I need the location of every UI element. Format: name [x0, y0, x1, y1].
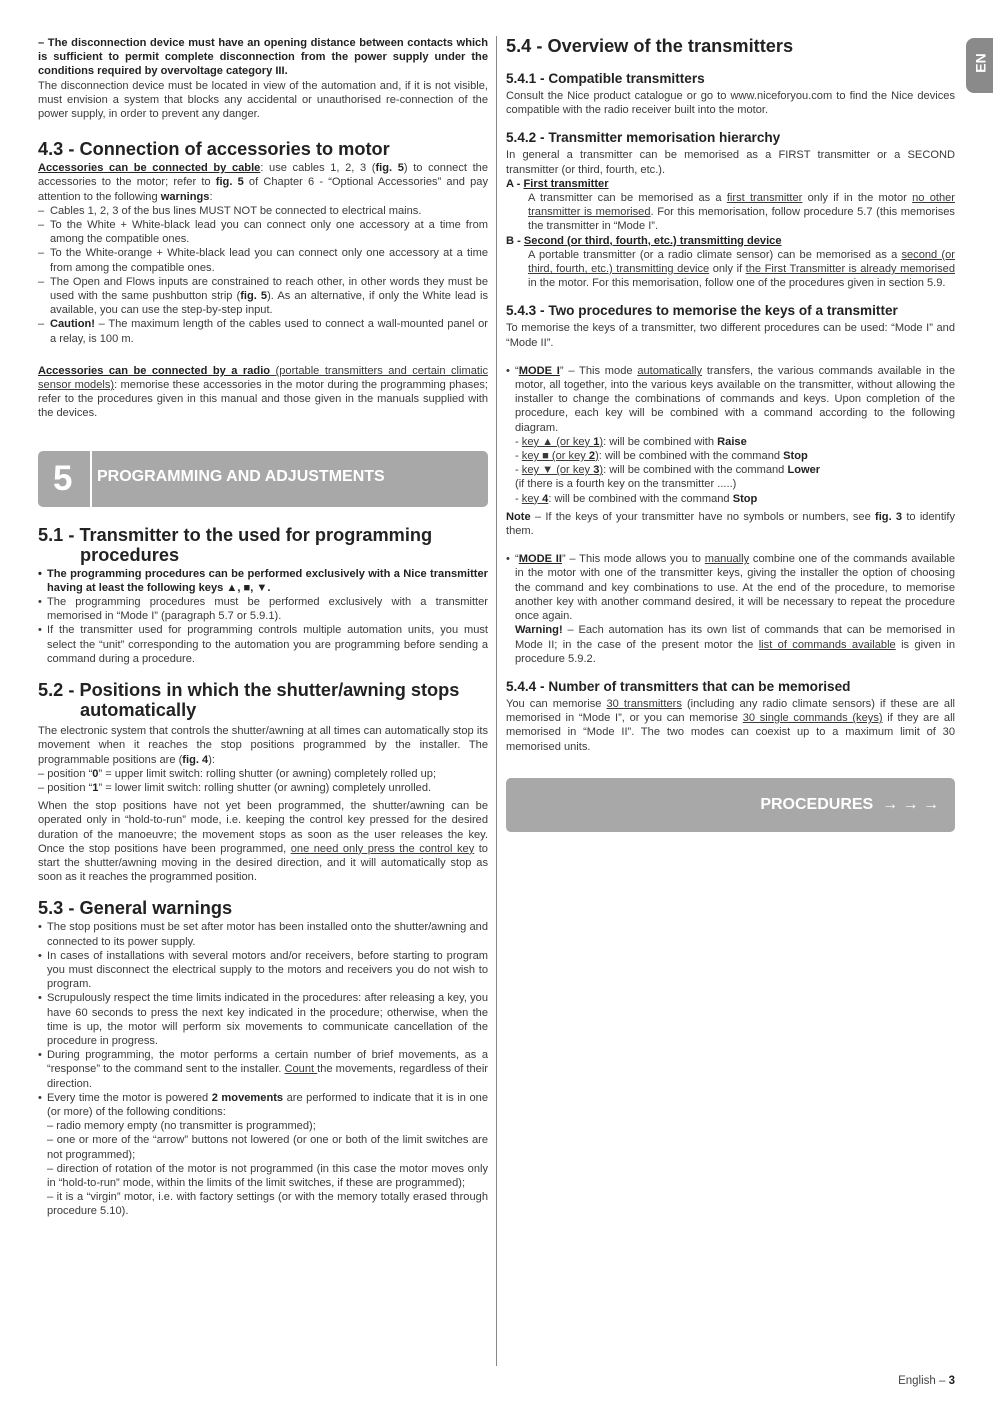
key-mapping-1: - key ▲ (or key 1): will be combined with Raise [515, 435, 747, 448]
procedures-label: PROCEDURES [760, 795, 874, 813]
condition: – it is a “virgin” motor, i.e. with factory settings (or with the memory totally erased through procedure 5.10). [47, 1191, 488, 1218]
accessory-warnings-list [38, 204, 488, 346]
key-mapping-3: - key ▼ (or key 3): will be combined with the command Lower [515, 464, 821, 477]
hold-to-run-paragraph: When the stop positions have not yet been programmed, the shutter/awning can be operated only in “hold-to-run” mode, i.e. keeping the control key pressed for the desired duration of the manoeuvre; the movement stops as soon as the user releases the key. Once the stop positions have been programmed, one need only press the control key to start the shutter/awning moving in the desired direction, and it will automatically stop as soon as it reaches the programmed position. [38, 800, 488, 884]
list-item: • If the transmitter used for programming controls multiple automation units, you must select the “unit” corresponding to the automation you are programming before sending a command during a procedure. [38, 623, 488, 666]
section-5-4-3-title: 5.4.3 - Two procedures to memorise the keys of a transmitter [506, 303, 898, 319]
language-tab [966, 38, 993, 93]
condition: – direction of rotation of the motor is not programmed (in this case the motor moves only in “hold-to-run” mode, within the limits of the limit switches, if these are programmed); [47, 1162, 488, 1189]
list-item: – The Open and Flows inputs are constrained to reach other, in other words they must be used with the same pushbutton strip (fig. 5). As an alternative, if only the White lead is available, you can use the step-by-step input. [38, 275, 488, 318]
disconnection-warning: – The disconnection device must have an opening distance between contacts which is sufficient to permit complete disconnection from the power supply under the conditions required by overvoltage category III. [38, 37, 488, 78]
chapter-number: 5 [53, 458, 73, 498]
arrow-right-icon: → → → [882, 795, 939, 813]
accessories-cable-paragraph: Accessories can be connected by cable: use cables 1, 2, 3 (fig. 5) to connect the accessories to the motor; refer to fig. 5 of Chapter 6 - “Optional Accessories” and pay attention to the following warnings: [38, 162, 489, 203]
section-5-3-title: 5.3 - General warnings [38, 898, 233, 919]
disconnection-text: The disconnection device must be located in view of the automation and, if it is not visible, must envision a system that blocks any accidental or unauthorised re-connection of the power supply, in order to prevent any danger. [38, 79, 488, 121]
list-item: • Scrupulously respect the time limits indicated in the procedures: after releasing a key, you have 60 seconds to press the next key indicated in the procedure; otherwise, when the time is up, the motor will perform six movements to communicate cancellation of the procedure in progress. [38, 991, 488, 1048]
first-transmitter-text: A transmitter can be memorised as a first transmitter only if in the motor no other transmitter is memorised. For this memorisation, follow procedure 5.7 (this memorises the transmitter in “Mode I”. [528, 192, 955, 233]
chapter-5-banner [38, 451, 488, 507]
section-5-1-title: 5.1 - Transmitter to the used for programming procedures [38, 524, 433, 565]
list-item: – To the White + White-black lead you can connect only one accessory at a time from among the compatible ones. [38, 218, 488, 246]
fourth-key-note: (if there is a fourth key on the transmitter .....) [515, 478, 737, 491]
banner-divider [90, 451, 92, 507]
position-1: – position “1” = lower limit switch: rolling shutter (or awning) completely unrolled. [38, 781, 432, 794]
condition: – one or more of the “arrow” buttons not lowered (or one or both of the limit switches are not programmed); [47, 1134, 488, 1161]
section-4-3-title: 4.3 - Connection of accessories to motor [38, 139, 390, 160]
footer-language: English – [898, 1375, 949, 1387]
transmitter-count-text: You can memorise 30 transmitters (including any radio climate sensors) if these are all memorised in “Mode I”, or you can memorise 30 single commands (keys) if they are all memorised in “Mode II”. The two modes can coexist up to a maximum limit of 30 memorised units. [506, 697, 956, 753]
section-5-4-2-title: 5.4.2 - Transmitter memorisation hierarchy [506, 130, 781, 146]
list-item: – Caution! – The maximum length of the cables used to connect a wall-mounted panel or a relay, is 100 m. [38, 317, 488, 345]
key-mapping-2: - key ■ (or key 2): will be combined with the command Stop [515, 450, 808, 463]
stop-positions-paragraph: The electronic system that controls the shutter/awning at all times can automatically stop its movement when it reaches the stop positions programmed by the installer. The programmable positions are (fig. 4): [38, 725, 488, 766]
list-item: – Cables 1, 2, 3 of the bus lines MUST NOT be connected to electrical mains. [38, 204, 488, 218]
first-transmitter-heading: A - First transmitter [506, 177, 609, 190]
condition: – radio memory empty (no transmitter is programmed); [47, 1120, 316, 1133]
list-item: • Every time the motor is powered 2 movements are performed to indicate that it is in one (or more) of the following conditions: – radio memory empty (no transmitter is programmed); – one or more of the “arrow” buttons not lowered (or one or both of the limit switches are not programmed); – direction of rotation of the motor is not programmed (in this case the motor moves only in “hold-to-run” mode, within the limits of the limit switches, if these are programmed); – it is a “virgin” motor, i.e. with factory settings (or with the memory totally erased through procedure 5.10). [38, 1091, 488, 1219]
two-procedures-text: To memorise the keys of a transmitter, two different procedures can be used: “Mode I” and “Mode II”. [506, 322, 955, 349]
second-transmitter-heading: B - Second (or third, fourth, etc.) transmitting device [506, 234, 782, 247]
right-column [506, 36, 955, 832]
page-number: 3 [948, 1375, 955, 1387]
mode-1-list [506, 364, 955, 506]
list-item: • In cases of installations with several motors and/or receivers, before starting to program you must disconnect the electrical supply to the motors and receivers you do not wish to program. [38, 949, 488, 992]
mode-2-warning: Warning! – Each automation has its own list of commands that can be memorised in Mode II; in the case of the present motor the list of commands available is given in procedure 5.9.2. [515, 624, 955, 665]
section-5-4-4-title: 5.4.4 - Number of transmitters that can be memorised [506, 678, 851, 694]
hierarchy-text: In general a transmitter can be memorised as a FIRST transmitter or a SECOND transmitter (or third, fourth, etc.). [506, 149, 955, 176]
general-warnings-list [38, 920, 488, 1218]
column-divider [496, 36, 497, 1366]
accessories-radio-paragraph: Accessories can be connected by a radio (portable transmitters and certain climatic sensor models): memorise these accessories in the motor during the programming phases; refer to the procedures given in this manual and those given in the manuals supplied with the devices. [38, 364, 488, 420]
keys-note: Note – If the keys of your transmitter have no symbols or numbers, see fig. 3 to identify them. [506, 510, 955, 538]
section-5-2-title: 5.2 - Positions in which the shutter/awning stops automatically [38, 680, 460, 721]
section-5-4-title: 5.4 - Overview of the transmitters [506, 36, 794, 56]
chapter-title: PROGRAMMING AND ADJUSTMENTS [97, 467, 385, 485]
list-item: – To the White-orange + White-black lead you can connect only one accessory at a time from among the compatible ones. [38, 246, 488, 274]
mode-2-item: • “MODE II” – This mode allows you to manually combine one of the commands available in the motor with one of the transmitter keys, giving the installer the option of choosing the command and key combinations to use. At the end of the procedure, to memorise another key with another command desired, it will be necessary to repeat the procedure once again. Warning! – Each automation has its own list of commands that can be memorised in Mode II; in the case of the present motor the list of commands available is given in procedure 5.9.2. [506, 552, 955, 666]
page-footer [898, 1375, 955, 1387]
mode-2-list [506, 552, 955, 666]
section-5-1-list [38, 567, 488, 666]
list-item: • The stop positions must be set after motor has been installed onto the shutter/awning and connected to its power supply. [38, 920, 488, 948]
procedures-banner[interactable] [506, 778, 955, 832]
mode-1-item: • “MODE I” – This mode automatically transfers, the various commands available in the motor, all together, into the various keys available on the transmitter, without allowing the installer to change the combinations of commands and keys. Upon completion of the procedure, each key will be combined with a command according to the following diagram. - key ▲ (or key 1): will be combined with Raise - key ■ (or key 2): will be combined with the command Stop - key ▼ (or key 3): will be combined with the command Lower (if there is a fourth key on the transmitter .....) - key 4: will be combined with the command Stop [506, 364, 955, 506]
left-column [38, 36, 488, 1219]
second-transmitter-text: A portable transmitter (or a radio climate sensor) can be memorised as a second (or third, fourth, etc.) transmitting device only if the First Transmitter is already memorised in the motor. For this memorisation, follow one of the procedures given in section 5.9. [528, 248, 955, 290]
language-tab-label: EN [972, 53, 989, 73]
compatible-transmitters-text: Consult the Nice product catalogue or go to www.niceforyou.com to find the Nice devices compatible with the radio receiver built into the motor. [506, 90, 955, 117]
position-0: – position “0” = upper limit switch: rolling shutter (or awning) completely rolled up; [38, 767, 437, 780]
section-5-4-1-title: 5.4.1 - Compatible transmitters [506, 71, 705, 86]
list-item: • The programming procedures must be performed exclusively with a transmitter memorised in “Mode I” (paragraph 5.7 or 5.9.1). [38, 595, 488, 623]
key-mapping-4: - key 4: will be combined with the command Stop [515, 492, 758, 505]
list-item: • The programming procedures can be performed exclusively with a Nice transmitter having at least the following keys ▲, ■, ▼. [38, 567, 488, 595]
list-item: • During programming, the motor performs a certain number of brief movements, as a “response” to the command sent to the installer. Count the movements, regardless of their direction. [38, 1048, 488, 1091]
